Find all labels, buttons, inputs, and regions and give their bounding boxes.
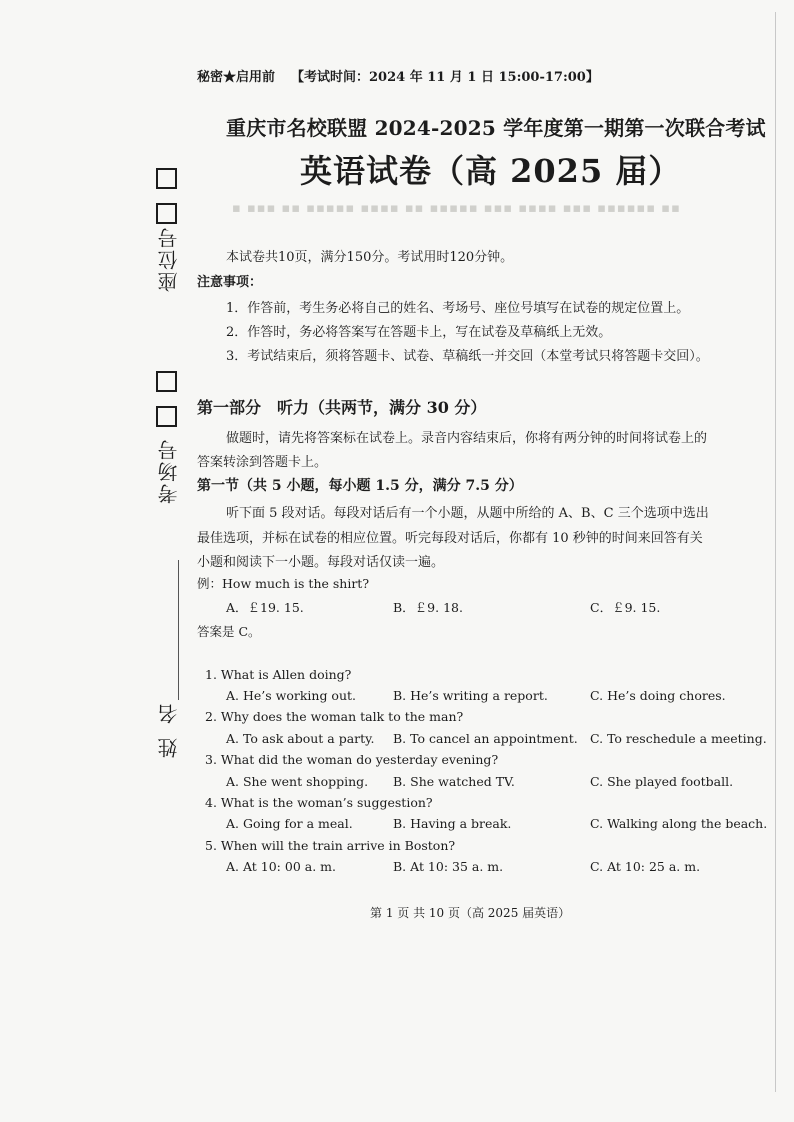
section1-instruction: 最佳选项，并标在试卷的相应位置。听完每段对话后，你都有 10 秒钟的时间来回答有关 (197, 531, 703, 546)
note-item: 3．考试结束后，须将答题卡、试卷、草稿纸一并交回（本堂考试只将答题卡交回）。 (226, 349, 709, 364)
section1-instruction: 小题和阅读下一小题。每段对话仅读一遍。 (197, 555, 445, 570)
question-3-option-b: B. She watched TV. (393, 774, 515, 789)
room-number-box-2[interactable] (156, 406, 177, 427)
seat-number-box-1[interactable] (156, 168, 177, 189)
example-prefix: 例： (197, 576, 223, 591)
exam-time: 【考试时间：2024 年 11 月 1 日 15:00-17:00】 (291, 70, 599, 85)
example-option-c: C．￡9. 15. (590, 600, 661, 615)
question-4: 4. What is the woman’s suggestion? (205, 795, 433, 810)
name-label: 姓名 (157, 690, 181, 758)
note-item: 2．作答时，务必将答案写在答题卡上，写在试卷及草稿纸上无效。 (226, 325, 612, 340)
part1-instruction: 答案转涂到答题卡上。 (197, 455, 328, 470)
section1-instruction: 听下面 5 段对话。每段对话后有一个小题，从题中所给的 A、B、C 三个选项中选出 (226, 506, 709, 521)
question-1: 1. What is Allen doing? (205, 667, 352, 682)
example-answer: 答案是 C。 (197, 624, 261, 639)
question-5-option-c: C. At 10: 25 a. m. (590, 859, 701, 874)
example-question-text: How much is the shirt? (222, 576, 370, 591)
seat-number-box-2[interactable] (156, 203, 177, 224)
example-option-a: A．￡19. 15. (226, 600, 304, 615)
section1-heading: 第一节（共 5 小题，每小题 1.5 分，满分 7.5 分） (197, 478, 523, 494)
notes-heading: 注意事项： (197, 275, 263, 290)
seat-number-label: 座位号 (157, 226, 181, 292)
question-2-option-b: B. To cancel an appointment. (393, 731, 578, 746)
question-1-option-a: A. He’s working out. (226, 688, 357, 703)
question-2-option-c: C. To reschedule a meeting. (590, 731, 767, 746)
part1-heading: 第一部分 听力（共两节，满分 30 分） (197, 398, 487, 417)
confidential-label: 秘密★启用前 (197, 70, 276, 85)
part1-instruction: 做题时，请先将答案标在试卷上。录音内容结束后，你将有两分钟的时间将试卷上的 (226, 431, 708, 446)
bleed-through-text: ▪ ▪▪▪ ▪▪ ▪▪▪▪▪ ▪▪▪▪ ▪▪ ▪▪▪▪▪ ▪▪▪ ▪▪▪▪ ▪▪▪ ▪▪▪▪▪▪ ▪▪ (232, 201, 681, 216)
room-number-box-1[interactable] (156, 371, 177, 392)
question-4-option-b: B. Having a break. (393, 816, 512, 831)
example-question (197, 574, 369, 592)
paper-title: 英语试卷（高 2025 届） (300, 152, 682, 190)
page-footer: 第 1 页 共 10 页（高 2025 届英语） (370, 906, 571, 920)
note-item: 1．作答前，考生务必将自己的姓名、考场号、座位号填写在试卷的规定位置上。 (226, 301, 690, 316)
question-1-option-c: C. He’s doing chores. (590, 688, 726, 703)
question-3: 3. What did the woman do yesterday evening? (205, 752, 499, 767)
name-write-line[interactable] (178, 560, 179, 700)
exam-title: 重庆市名校联盟 2024-2025 学年度第一期第一次联合考试 (226, 116, 766, 140)
question-2-option-a: A. To ask about a party. (226, 731, 375, 746)
question-4-option-a: A. Going for a meal. (226, 816, 353, 831)
example-option-b: B．￡9. 18. (393, 600, 463, 615)
header-line (197, 66, 599, 85)
question-3-option-a: A. She went shopping. (226, 774, 369, 789)
question-5-option-b: B. At 10: 35 a. m. (393, 859, 504, 874)
question-4-option-c: C. Walking along the beach. (590, 816, 768, 831)
question-3-option-c: C. She played football. (590, 774, 734, 789)
room-number-label: 考场号 (157, 438, 181, 504)
question-5-option-a: A. At 10: 00 a. m. (226, 859, 336, 874)
intro-text: 本试卷共10页，满分150分。考试用时120分钟。 (226, 250, 514, 265)
page-edge-line (775, 12, 776, 1092)
question-1-option-b: B. He’s writing a report. (393, 688, 548, 703)
question-5: 5. When will the train arrive in Boston? (205, 838, 456, 853)
question-2: 2. Why does the woman talk to the man? (205, 709, 464, 724)
